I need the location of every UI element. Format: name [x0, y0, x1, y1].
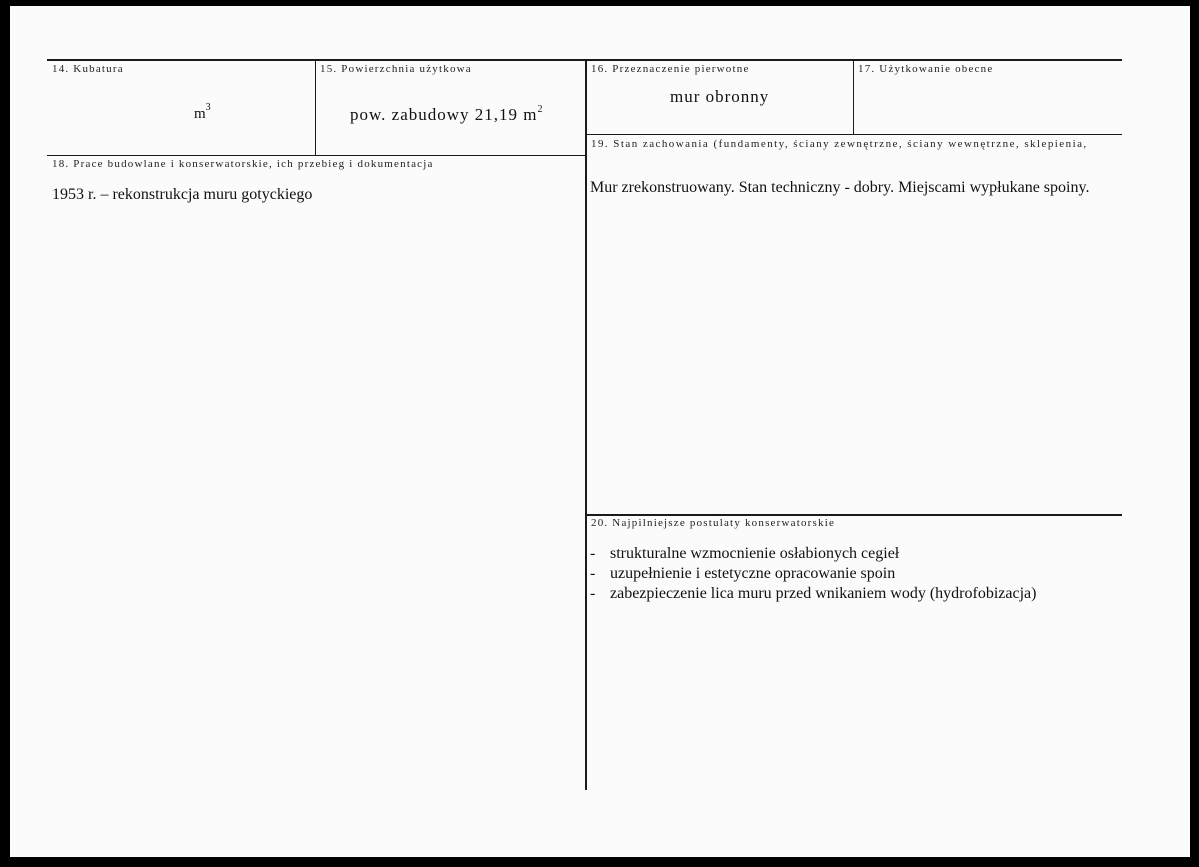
rule-above-20: [586, 514, 1122, 516]
list-item-text: strukturalne wzmocnienie osłabionych cegieł: [610, 545, 900, 562]
field-14-unit: [194, 102, 211, 123]
rule-above-19: [586, 134, 1122, 135]
field-18-value: 1953 r. – rekonstrukcja muru gotyckiego: [52, 186, 313, 203]
field-14-unit-sup: 3: [205, 102, 211, 113]
field-14-unit-text: m: [194, 106, 206, 122]
field-15-value-text: pow. zabudowy 21,19 m: [350, 105, 538, 124]
list-item: - zabezpieczenie lica muru przed wnikaniem wody (hydrofobizacja): [590, 585, 1037, 602]
list-item-text: zabezpieczenie lica muru przed wnikaniem wody (hydrofobizacja): [610, 585, 1037, 602]
field-16-value: mur obronny: [670, 87, 770, 106]
field-15-label: 15. Powierzchnia użytkowa: [320, 63, 472, 75]
rule-above-18: [47, 155, 586, 156]
main-vertical-divider: [585, 60, 587, 790]
field-15-value: [350, 105, 544, 125]
field-19-label: 19. Stan zachowania (fundamenty, ściany zewnętrzne, ściany wewnętrzne, sklepienia,: [591, 138, 1088, 150]
field-17-label: 17. Użytkowanie obecne: [858, 63, 994, 75]
list-item-text: uzupełnienie i estetyczne opracowanie spoin: [610, 565, 896, 582]
list-item: - strukturalne wzmocnienie osłabionych cegieł: [590, 545, 900, 562]
form-sheet: [10, 6, 1190, 857]
field-15-value-sup: 2: [537, 104, 544, 115]
divider-16-17: [853, 60, 854, 135]
field-19-value: Mur zrekonstruowany. Stan techniczny - dobry. Miejscami wypłukane spoiny.: [590, 179, 1090, 196]
list-item: - uzupełnienie i estetyczne opracowanie spoin: [590, 565, 896, 582]
field-20-label: 20. Najpilniejsze postulaty konserwatorskie: [591, 517, 836, 529]
field-14-label: 14. Kubatura: [52, 63, 124, 75]
field-20-list: [590, 544, 1036, 604]
field-18-label: 18. Prace budowlane i konserwatorskie, ich przebieg i dokumentacja: [52, 158, 434, 170]
divider-14-15: [315, 60, 316, 156]
field-16-label: 16. Przeznaczenie pierwotne: [591, 63, 750, 75]
